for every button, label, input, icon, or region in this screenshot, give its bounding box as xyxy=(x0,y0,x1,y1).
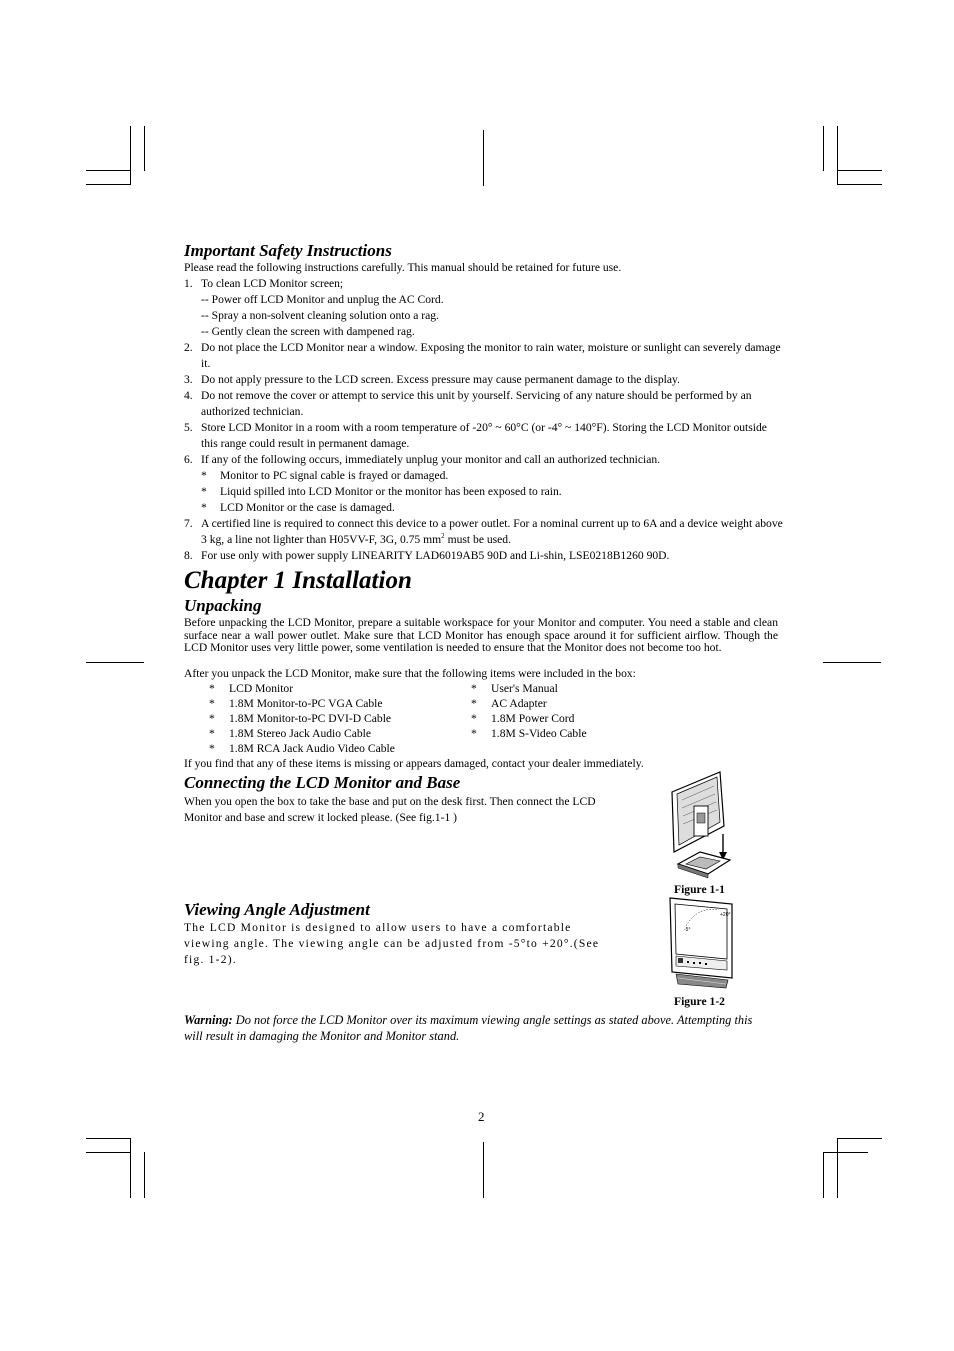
list-item: 6. If any of the following occurs, immediately unplug your monitor and call an authorized technician. * Monitor to PC signal cable is frayed or damaged. * Liquid spilled into LCD Monitor or the monitor has been exposed to rain. * LCD Monitor or the case is damaged. xyxy=(184,452,784,516)
list-item: 8. For use only with power supply LINEARITY LAD6019AB5 90D and Li-shin, LSE0218B1260 90D. xyxy=(184,549,670,562)
unpacking-paragraph: Before unpacking the LCD Monitor, prepare a suitable workspace for your Monitor and computer. You need a stable and clean surface near a wall power outlet. Make sure that LCD Monitor has enough space around it for sufficient airflow. Though the LCD Monitor uses very little power, some ventilation is needed to ensure that the Monitor does not become too hot. xyxy=(184,616,778,655)
angle-label-plus: +20° xyxy=(720,912,731,918)
list-subitem: * Monitor to PC signal cable is frayed or damaged. xyxy=(201,469,449,482)
list-subitem: -- Spray a non-solvent cleaning solution onto a rag. xyxy=(201,309,439,322)
list-item: 2. Do not place the LCD Monitor near a window. Exposing the monitor to rain water, moisture or sunlight can severely damage it. xyxy=(184,341,781,370)
page-number: 2 xyxy=(478,1109,485,1124)
warning-note: Warning: Do not force the LCD Monitor over its maximum viewing angle settings as stated above. Attempting this will result in damaging the Monitor and Monitor stand. xyxy=(184,1013,753,1043)
viewing-text: The LCD Monitor is designed to allow users to have a comfortable viewing angle. The viewing angle can be adjusted from -5°to +20°.(See fig. 1-2). xyxy=(184,921,600,966)
missing-note: If you find that any of these items is missing or appears damaged, contact your dealer immediately. xyxy=(184,757,644,770)
unpacking-heading: Unpacking xyxy=(184,596,262,615)
list-item: * 1.8M RCA Jack Audio Video Cable xyxy=(209,742,395,755)
list-item: 4. Do not remove the cover or attempt to service this unit by yourself. Servicing of any nature should be performed by an authorized technician. xyxy=(184,389,752,418)
figure-1-1-caption: Figure 1-1 xyxy=(674,883,725,896)
list-item: * LCD Monitor * User's Manual xyxy=(209,682,558,695)
list-subitem: -- Power off LCD Monitor and unplug the AC Cord. xyxy=(201,293,444,306)
list-subitem: -- Gently clean the screen with dampened rag. xyxy=(201,325,415,338)
viewing-heading: Viewing Angle Adjustment xyxy=(184,900,370,919)
safety-list xyxy=(184,276,784,564)
connect-text: When you open the box to take the base and put on the desk first. Then connect the LCD Monitor and base and screw it locked please. (See fig.1-1 ) xyxy=(184,795,596,824)
chapter-title: Chapter 1 Installation xyxy=(184,567,412,594)
list-item: 5. Store LCD Monitor in a room with a room temperature of -20° ~ 60°C (or -4° ~ 140°F). Storing the LCD Monitor outside this range could result in permanent damage. xyxy=(184,421,767,450)
list-item: 7. A certified line is required to connect this device to a power outlet. For a nominal current up to 6A and a device weight above 3 kg, a line not lighter than H05VV-F, 3G, 0.75 $mm^2$ must be used. xyxy=(184,517,783,546)
package-contents xyxy=(209,681,587,756)
safety-intro: Please read the following instructions carefully. This manual should be retained for future use. xyxy=(184,261,622,274)
list-item: 1. To clean LCD Monitor screen; -- Power off LCD Monitor and unplug the AC Cord. -- Spray a non-solvent cleaning solution onto a rag. -- Gently clean the screen with dampened rag. xyxy=(184,276,784,340)
figure-monitor-base xyxy=(668,768,738,882)
warning-label: Warning: xyxy=(184,1013,233,1027)
angle-label-minus: -5° xyxy=(684,927,691,933)
list-subitem: * Liquid spilled into LCD Monitor or the monitor has been exposed to rain. xyxy=(201,485,562,498)
list-item: * 1.8M Monitor-to-PC DVI-D Cable * 1.8M Power Cord xyxy=(209,712,575,725)
safety-heading: Important Safety Instructions xyxy=(184,241,392,260)
list-subitem: * LCD Monitor or the case is damaged. xyxy=(201,501,395,514)
figure-viewing-angle xyxy=(668,896,742,992)
figure-1-2-caption: Figure 1-2 xyxy=(674,995,725,1008)
list-item: * 1.8M Stereo Jack Audio Cable * 1.8M S-Video Cable xyxy=(209,727,587,740)
after-unpack-text: After you unpack the LCD Monitor, make sure that the following items were included in the box: xyxy=(184,667,636,680)
connect-heading: Connecting the LCD Monitor and Base xyxy=(184,773,461,792)
list-item: 3. Do not apply pressure to the LCD screen. Excess pressure may cause permanent damage to the display. xyxy=(184,373,680,386)
list-item: * 1.8M Monitor-to-PC VGA Cable * AC Adapter xyxy=(209,697,547,710)
